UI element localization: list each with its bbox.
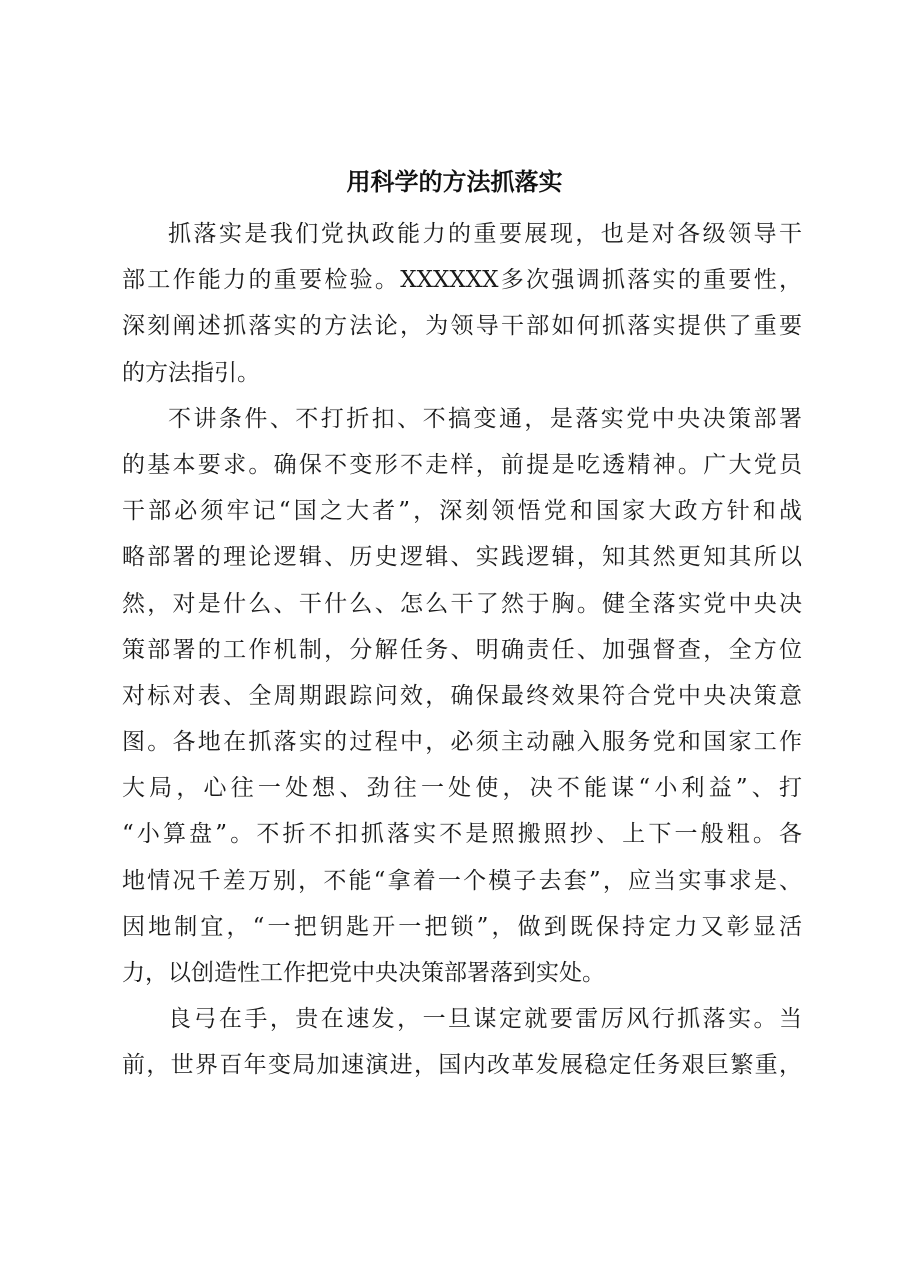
paragraph-3 bbox=[122, 996, 802, 1088]
document-title: 用科学的方法抓落实 bbox=[346, 167, 563, 196]
paragraph-line: 部工作能力的重要检验。XXXXXX多次强调抓落实的重要性， bbox=[122, 267, 802, 294]
paragraph-line: “小算盘”。不折不扣抓落实不是照搬照抄、上下一般粗。各 bbox=[122, 821, 802, 848]
paragraph-line: 因地制宜，“一把钥匙开一把锁”，做到既保持定力又彰显活 bbox=[122, 913, 802, 940]
paragraph-line: 前，世界百年变局加速演进，国内改革发展稳定任务艰巨繁重， bbox=[122, 1052, 802, 1079]
paragraph-line: 干部必须牢记“国之大者”，深刻领悟党和国家大政方针和战 bbox=[122, 498, 802, 525]
paragraph-line: 深刻阐述抓落实的方法论，为领导干部如何抓落实提供了重要 bbox=[122, 313, 802, 340]
paragraph-line: 良弓在手，贵在速发，一旦谋定就要雷厉风行抓落实。当 bbox=[168, 1006, 802, 1033]
document-body bbox=[122, 211, 802, 1089]
paragraph-line: 的基本要求。确保不变形不走样，前提是吃透精神。广大党员 bbox=[122, 451, 802, 478]
paragraph-line: 然，对是什么、干什么、怎么干了然于胸。健全落实党中央决 bbox=[122, 590, 802, 617]
paragraph-line: 抓落实是我们党执政能力的重要展现，也是对各级领导干 bbox=[168, 221, 802, 247]
paragraph-line: 力，以创造性工作把党中央决策部署落到实处。 bbox=[122, 960, 605, 986]
paragraph-line: 大局，心往一处想、劲往一处使，决不能谋“小利益”、打 bbox=[122, 775, 802, 802]
paragraph-line: 的方法指引。 bbox=[122, 359, 260, 386]
paragraph-line: 对标对表、全周期跟踪问效，确保最终效果符合党中央决策意 bbox=[122, 682, 802, 709]
paragraph-line: 不讲条件、不打折扣、不搞变通，是落实党中央决策部署 bbox=[168, 405, 802, 432]
paragraph-line: 地情况千差万别，不能“拿着一个模子去套”，应当实事求是、 bbox=[122, 867, 802, 894]
paragraph-line: 图。各地在抓落实的过程中，必须主动融入服务党和国家工作 bbox=[122, 729, 802, 756]
paragraph-2 bbox=[122, 396, 802, 996]
paragraph-line: 策部署的工作机制，分解任务、明确责任、加强督查，全方位 bbox=[122, 636, 802, 663]
paragraph-line: 略部署的理论逻辑、历史逻辑、实践逻辑，知其然更知其所以 bbox=[122, 544, 802, 571]
paragraph-1 bbox=[122, 211, 802, 396]
